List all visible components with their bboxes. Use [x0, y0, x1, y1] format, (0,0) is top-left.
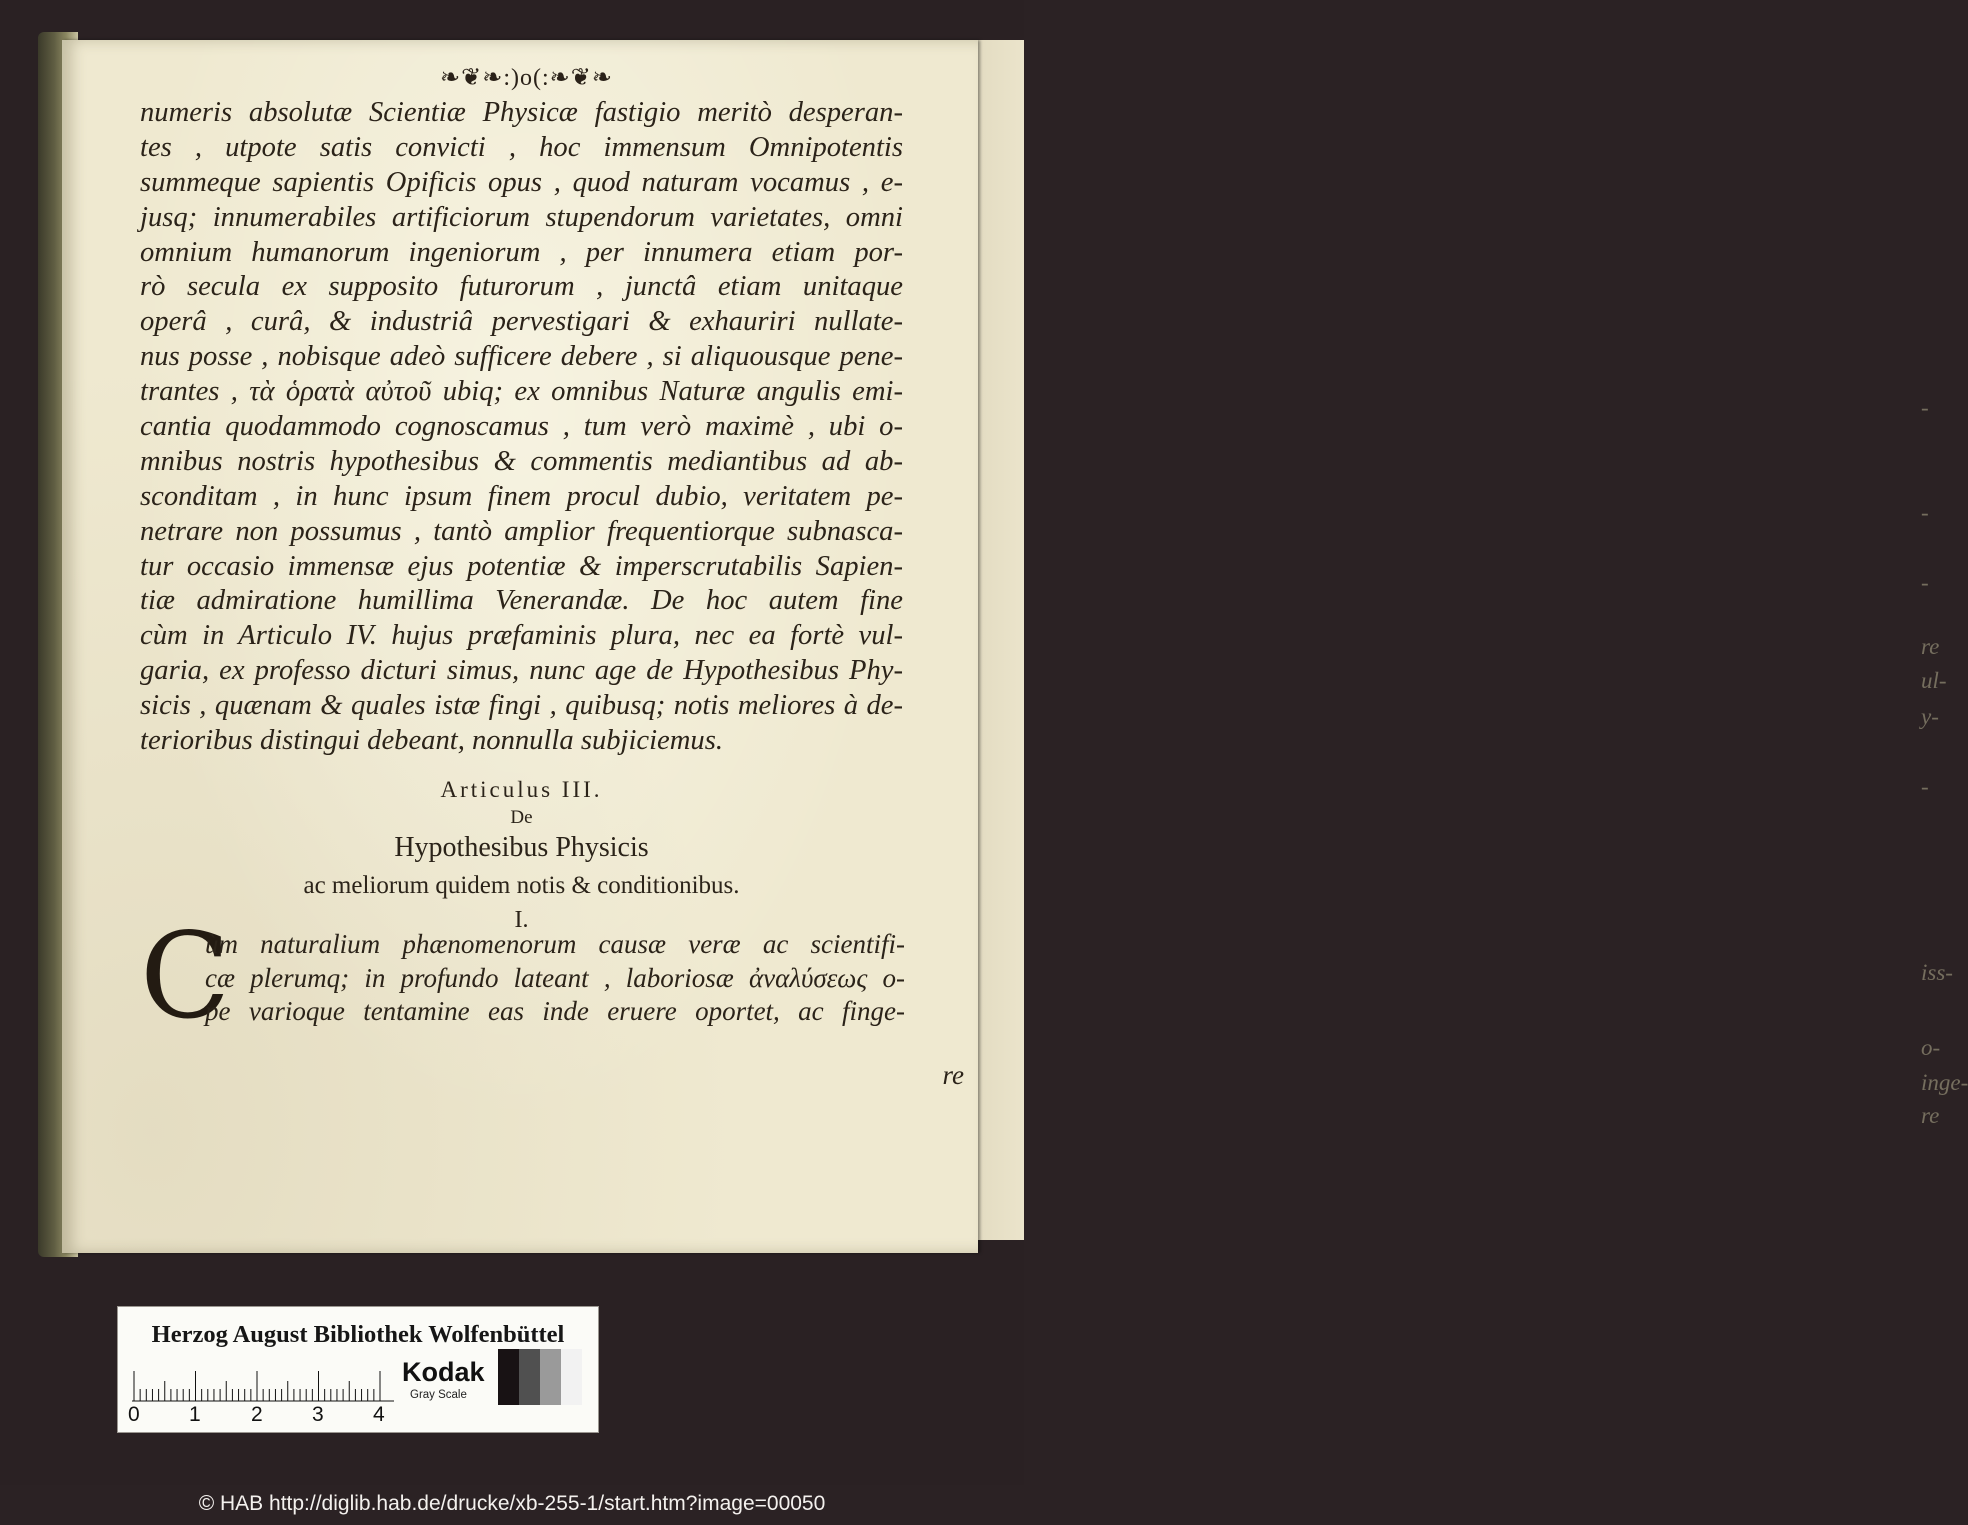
facing-fragment: o-: [1921, 1035, 1941, 1060]
gray-scale-label: Gray Scale: [410, 1389, 467, 1401]
drop-cap: C: [140, 907, 231, 1045]
ruler-number: 4: [373, 1403, 385, 1426]
kodak-logo: Kodak: [402, 1357, 485, 1387]
text-line: cæ plerumq; in profundo lateant , laboriosæ ἀναλύσεως o-: [205, 962, 905, 993]
facing-fragment: -: [1921, 774, 1929, 799]
text-line: operâ , curâ, & industriâ pervestigari & exhauriri nullate-: [140, 306, 903, 338]
library-name: Herzog August Bibliothek Wolfenbüttel: [151, 1321, 565, 1348]
text-line: netrare non possumus , tantò amplior frequentiorque subnasca-: [140, 515, 903, 547]
text-line: ùm naturalium phænomenorum causæ veræ ac scientifi-: [205, 929, 905, 959]
ruler-scale: [132, 1357, 400, 1403]
article-heading: [140, 773, 903, 935]
heading-subtitle: ac meliorum quidem notis & conditionibus.: [303, 872, 740, 899]
text-line: rò secula ex supposito futurorum , junctâ etiam unitaque: [140, 271, 903, 303]
facing-fragment: ul-: [1921, 668, 1947, 693]
gray-patch: [498, 1349, 519, 1405]
text-line: tiæ admiratione humillima Venerandæ. De hoc autem fine: [140, 585, 903, 617]
copyright-footer: © HAB http://diglib.hab.de/drucke/xb-255-1/start.htm?image=00050: [198, 1492, 826, 1515]
paragraph: [205, 928, 905, 1029]
text-line: nus posse , nobisque adeò sufficere debere , si aliquousque pene-: [140, 341, 903, 373]
color-reference-card: [117, 1306, 599, 1433]
ruler-number: 2: [251, 1403, 263, 1426]
text-line: mnibus nostris hypothesibus & commentis mediantibus ad ab-: [140, 445, 903, 477]
gray-scale-strip: [498, 1349, 582, 1405]
page-body: [140, 96, 903, 759]
text-line: tur occasio immensæ ejus potentiæ & imperscrutabilis Sapien-: [140, 550, 903, 582]
heading-title: Hypothesibus Physicis: [394, 832, 649, 863]
text-line: cùm in Articulo IV. hujus præfaminis plura, nec ea fortè vul-: [140, 620, 903, 652]
ruler-number: 3: [312, 1403, 324, 1426]
heading-de: De: [510, 807, 533, 828]
text-line: sicis , quænam & quales istæ fingi , quibusq; notis meliores à de-: [140, 690, 903, 722]
facing-fragment: -: [1921, 500, 1929, 525]
ruler-number: 0: [128, 1403, 140, 1426]
text-line: garia, ex professo dicturi simus, nunc age de Hypothesibus Phy-: [140, 655, 903, 687]
gray-patch: [561, 1349, 582, 1405]
facing-fragment: y-: [1921, 704, 1939, 729]
gray-patch: [540, 1349, 561, 1405]
article-number: Articulus III.: [440, 777, 603, 802]
text-line: cantia quodammodo cognoscamus , tum verò maximè , ubi o-: [140, 411, 903, 443]
text-line: pe varioque tentamine eas inde eruere oportet, ac finge-: [205, 996, 905, 1026]
text-line: omnium humanorum ingeniorum , per innumera etiam por-: [140, 236, 903, 268]
catchword: re: [942, 1060, 964, 1090]
gray-patch: [519, 1349, 540, 1405]
facing-fragment: -: [1921, 570, 1929, 595]
facing-fragment: iss-: [1921, 960, 1953, 985]
facing-fragment: re: [1921, 1103, 1940, 1128]
text-line: summeque sapientis Opificis opus , quod naturam vocamus , e-: [140, 166, 903, 198]
text-line: terioribus distingui debeant, nonnulla subjiciemus.: [140, 725, 723, 757]
text-line: jusq; innumerabiles artificiorum stupendorum varietates, omni: [140, 201, 903, 233]
facing-fragment: -: [1921, 395, 1929, 420]
text-line: tes , utpote satis convicti , hoc immensum Omnipotentis: [140, 131, 903, 163]
text-line: trantes , τὰ ὁρατὰ αὐτοῦ ubiq; ex omnibus Naturæ angulis emi-: [140, 376, 903, 408]
text-line: numeris absolutæ Scientiæ Physicæ fastigio meritò desperan-: [140, 97, 903, 128]
facing-fragment: inge-: [1921, 1070, 1968, 1095]
running-head-ornament: ❧❦❧:)o(:❧❦❧: [440, 65, 613, 91]
ruler-number: 1: [189, 1403, 201, 1426]
text-line: sconditam , in hunc ipsum finem procul dubio, veritatem pe-: [140, 480, 903, 512]
facing-fragment: re: [1921, 634, 1940, 659]
section-number: I.: [514, 907, 529, 933]
